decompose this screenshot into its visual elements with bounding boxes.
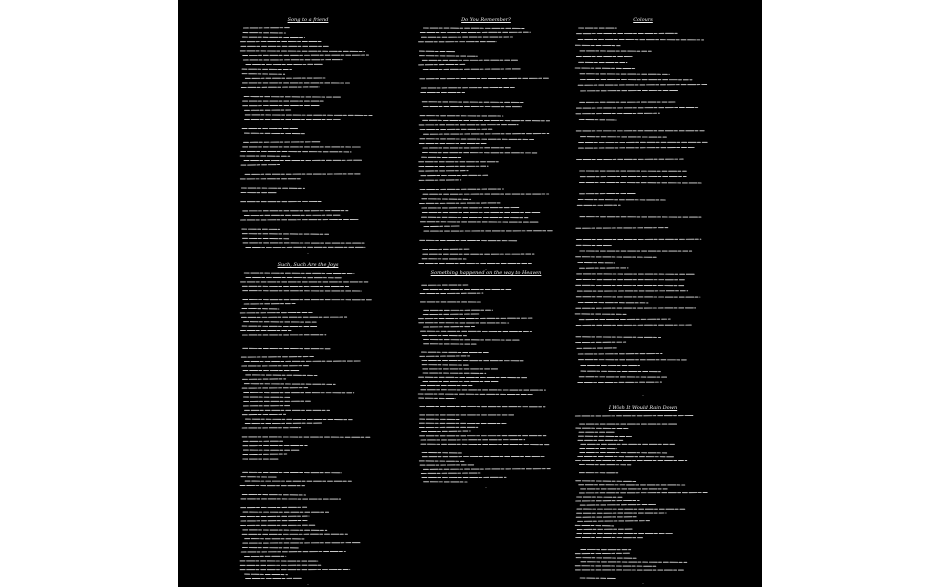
- lyric-line: [419, 51, 454, 52]
- handwritten-lyrics: [238, 26, 378, 250]
- lyric-line: [420, 189, 504, 190]
- lyric-line: [421, 444, 549, 445]
- lyric-line: [575, 68, 635, 69]
- song-signature: ~: [641, 581, 645, 585]
- lyric-line: [241, 165, 280, 166]
- lyric-line: [241, 521, 307, 522]
- handwritten-lyrics: [238, 271, 378, 581]
- lyric-line: [244, 384, 335, 385]
- lyric-line: [576, 501, 640, 502]
- lyric-sheet: [178, 0, 762, 587]
- lyric-line: [419, 377, 528, 378]
- lyric-line: [422, 102, 523, 103]
- lyric-line: [576, 228, 668, 229]
- song-title: Colours: [633, 17, 653, 23]
- lyric-line: [246, 375, 317, 376]
- lyric-line: [419, 318, 533, 319]
- lyric-line: [244, 133, 304, 134]
- lyric-line: [244, 142, 321, 143]
- lyric-line: [424, 226, 460, 227]
- lyric-line: [579, 148, 695, 149]
- lyric-line: [241, 507, 307, 508]
- song-block: [573, 17, 713, 397]
- lyric-line: [420, 240, 518, 241]
- lyric-line: [423, 469, 550, 470]
- lyric-line: [581, 90, 679, 91]
- lyric-line: [244, 273, 354, 274]
- lyric-line: [242, 308, 279, 309]
- song-signature: ~: [306, 251, 310, 255]
- lyric-line: [422, 431, 471, 432]
- lyric-line: [423, 120, 550, 121]
- lyric-line: [420, 56, 478, 57]
- lyric-line: [423, 69, 520, 70]
- song-title: Something happened on the way to Heaven: [430, 270, 542, 276]
- handwritten-lyrics: [416, 26, 556, 266]
- lyric-line: [241, 516, 310, 517]
- lyric-line: [242, 74, 285, 75]
- handwritten-lyrics: [573, 26, 713, 392]
- lyric-line: [245, 423, 322, 424]
- lyric-line: [419, 64, 467, 65]
- song-signature: ~: [484, 267, 488, 271]
- lyric-line: [422, 217, 528, 218]
- lyric-line: [421, 175, 488, 176]
- lyric-line: [575, 525, 613, 526]
- song-block: [416, 270, 556, 489]
- song-title: Song to a friend: [287, 17, 329, 23]
- song-block: [573, 405, 713, 585]
- lyric-line: [241, 87, 319, 88]
- lyric-line: [580, 452, 667, 453]
- lyric-line: [420, 78, 550, 79]
- lyric-line: [421, 88, 514, 89]
- lyric-line: [581, 371, 661, 372]
- lyric-line: [241, 151, 351, 152]
- lyric-line: [420, 139, 534, 140]
- lyric-line: [424, 134, 549, 135]
- lyric-line: [576, 337, 661, 338]
- lyric-line: [576, 481, 637, 482]
- lyric-line: [245, 574, 288, 575]
- lyric-line: [579, 120, 616, 121]
- song-signature: ~: [306, 582, 310, 586]
- lyric-line: [424, 340, 519, 341]
- lyric-line: [243, 238, 290, 239]
- song-title: Such, Such Are the Joys: [277, 262, 339, 268]
- lyric-line: [240, 51, 364, 52]
- lyric-line: [245, 115, 372, 116]
- lyric-line: [241, 220, 360, 221]
- lyric-line: [580, 505, 655, 506]
- lyric-line: [575, 45, 620, 46]
- lyric-line: [243, 472, 342, 473]
- song-title: Do You Remember?: [461, 17, 511, 23]
- handwritten-lyrics: [573, 414, 713, 580]
- lyric-column-2: [416, 0, 556, 587]
- lyric-line: [575, 553, 629, 554]
- lyric-line: [578, 382, 662, 383]
- lyric-line: [241, 552, 345, 553]
- lyric-line: [244, 97, 340, 98]
- lyric-line: [242, 234, 328, 235]
- song-title: I Wish It Would Rain Down: [608, 405, 678, 411]
- lyric-line: [423, 314, 479, 315]
- handwritten-lyrics: [416, 279, 556, 484]
- lyric-line: [241, 357, 313, 358]
- lyric-line: [576, 108, 697, 109]
- lyric-line: [422, 199, 471, 200]
- song-signature: ~: [484, 485, 488, 489]
- lyric-line: [242, 326, 317, 327]
- lyric-line: [242, 494, 305, 495]
- lyric-line: [579, 319, 670, 320]
- lyric-line: [244, 361, 360, 362]
- lyric-line: [581, 562, 687, 563]
- lyric-line: [576, 113, 660, 114]
- lyric-line: [243, 348, 331, 349]
- lyric-line: [420, 203, 501, 204]
- song-block: [416, 17, 556, 271]
- song-block: [238, 262, 378, 586]
- song-block: [238, 17, 378, 255]
- lyric-line: [579, 182, 701, 183]
- lyric-line: [243, 454, 287, 455]
- lyric-line: [422, 453, 463, 454]
- lyric-line: [578, 521, 650, 522]
- lyric-column-1: [238, 0, 378, 587]
- lyric-column-3: [573, 0, 713, 587]
- lyric-line: [422, 352, 489, 353]
- lyric-line: [578, 85, 707, 86]
- lyric-line: [418, 394, 532, 395]
- lyric-line: [246, 419, 353, 420]
- lyric-line: [576, 558, 638, 559]
- song-signature: ~: [641, 393, 645, 397]
- lyric-line: [578, 39, 704, 40]
- lyric-line: [420, 293, 483, 294]
- lyric-line: [580, 74, 669, 75]
